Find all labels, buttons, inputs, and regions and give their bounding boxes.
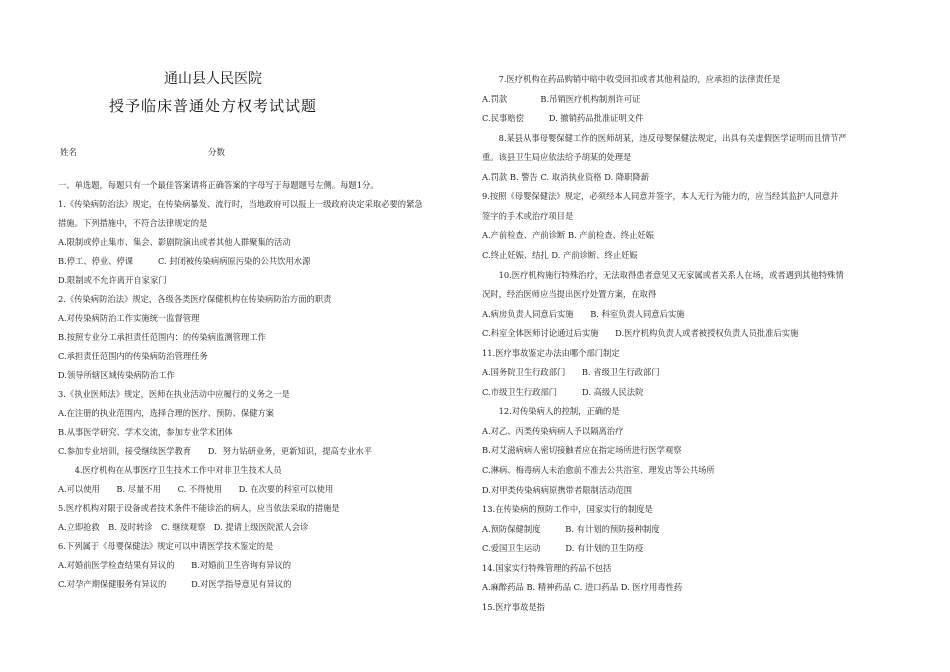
hospital-title: 通山县人民医院 [164,71,262,87]
question-line: 2.《传染病防治法》规定，各级各类医疗保健机构在传染病防治方面的职责 [58,294,332,304]
question-line: A.对婚前医学检查结果有异议的 B.对婚前卫生咨询有异议的 [58,560,292,570]
question-line: 13.在传染病的预防工作中，国家实行的制度是 [482,504,653,515]
question-line: 7.医疗机构在药品购销中暗中收受回扣或者其他利益的，应承担的法律责任是 [482,74,781,84]
question-line: A.对传染病防治工作实施统一监督管理 [58,313,200,323]
exam-title: 授予临床普通处方权考试试题 [108,97,317,115]
score-label: 分数 [208,148,226,158]
question-line: 况时，经治医师应当提出医疗处置方案，在取得 [482,289,657,300]
question-line: A.病房负责人同意后实施 B. 科室负责人同意后实施 [482,308,685,319]
question-line: 14.国家实行特殊管理的药品不包括 [482,562,612,573]
question-line: 5.医疗机构对限于设备或者技术条件不能诊治的病人，应当依法采取的措施是 [58,503,340,513]
question-line: C.民事赔偿 D. 撤销药品批准证明文件 [482,113,644,124]
question-line: A.立即抢救 B. 及时转诊 C. 继续观察 D. 提请上级医院派人会诊 [58,522,309,532]
question-line: 8.某县从事母婴保健工作的医师胡某，违反母婴保健法规定，出具有关虚假医学证明而且情节严 [482,132,847,143]
question-line: 1.《传染病防治法》规定，在传染病暴发、流行时，当地政府可以报上一级政府决定采取必要的紧急 [58,199,423,209]
question-line: A.在注册的执业范围内，选择合理的医疗、预防、保健方案 [58,408,275,418]
question-line: A.对乙、丙类传染病病人予以隔离治疗 [482,425,624,436]
name-label: 姓名 [60,148,78,158]
question-line: 措施。下列措施中，不符合法律规定的是 [58,218,208,228]
question-line: A.可以使用 B. 尽量不用 C. 不得使用 D. 在次要的科室可以使用 [58,484,334,494]
question-line: C.爱国卫生运动 D. 有计划的卫生防疫 [482,543,644,554]
question-line: A.产前检查、产前诊断 B. 产前检查、终止妊娠 [482,230,654,241]
question-line: A.罚款 B.吊销医疗机构制剂许可证 [482,93,641,104]
question-line: 4.医疗机构在从事医疗卫生技术工作中对非卫生技术人员 [58,465,282,475]
question-line: 6.下列属于《母婴保健法》规定可以申请医学技术鉴定的是 [58,541,274,551]
question-line: D.领导所辖区域传染病防治工作 [58,370,175,380]
question-line: A.国务院卫生行政部门 B. 省级卫生行政部门 [482,367,660,378]
question-line: D.对甲类传染病病原携带者限制活动范围 [482,484,633,495]
question-line: C.市级卫生行政部门 D. 高级人民法院 [482,386,644,397]
question-line: 11.医疗事故鉴定办法由哪个部门制定 [482,347,620,358]
question-line: C.对孕产期保健服务有异议的 D.对医学指导意见有异议的 [58,579,292,589]
question-line: B.按照专业分工承担责任范围内：的传染病监测管理工作 [58,332,266,342]
question-line: 一、单选题，每题只有一个最佳答案请将正确答案的字母写于每题题号左侧。每题1分。 [58,180,379,190]
question-line: 10.医疗机构施行特殊治疗，无法取得患者意见又无家属或者关系人在场，或者遇到其他特殊情 [482,269,844,280]
question-line: A.罚款 B. 警告 C. 取消执业资格 D. 降职降薪 [482,171,650,182]
question-line: C.科室全体医师讨论通过后实施 D.医疗机构负责人或者被授权负责人员批准后实施 [482,328,799,339]
question-line: 12.对传染病人的控制，正确的是 [482,406,620,417]
question-line: A.预防保健制度 B. 有计划的预防接种制度 [482,523,660,534]
question-line: C.淋病、梅毒病人未治愈前不准去公共浴室、理发店等公共场所 [482,465,715,475]
question-line: C.参加专业培训，接受继续医学教育 D．努力钻研业务，更新知识，提高专业水平 [58,446,373,456]
question-line: C.终止妊娠、结扎 D. 产前诊断、终止妊娠 [482,249,638,260]
question-line: B.对艾滋病病人密切接触者应在指定场所进行医学观察 [482,445,682,456]
question-line: B.从事医学研究、学术交流，参加专业学术团体 [58,427,233,437]
question-line: 重。该县卫生局应依法给予胡某的处理是 [482,152,632,163]
question-line: A.限制或停止集市、集会、影剧院演出或者其他人群聚集的活动 [58,237,291,247]
question-line: 签字的手术或治疗项目是 [482,210,574,221]
question-line: 3.《执业医师法》规定，医师在执业活动中应履行的义务之一是 [58,389,290,399]
question-line: B.停工、停业、停课 C. 封闭被传染病病原污染的公共饮用水源 [58,256,311,266]
question-line: D.限制或不允许离开自家家门 [58,275,167,285]
question-line: C.承担责任范围内的传染病防治管理任务 [58,351,208,361]
question-line: 9.按照《母婴保健法》规定，必须经本人同意并签字，本人无行为能力的，应当经其监护人同意并 [482,191,839,202]
question-line: 15.医疗事故是指 [482,601,545,612]
question-line: A.麻醉药品 B. 精神药品 C. 进口药品 D. 医疗用毒性药 [482,582,683,593]
